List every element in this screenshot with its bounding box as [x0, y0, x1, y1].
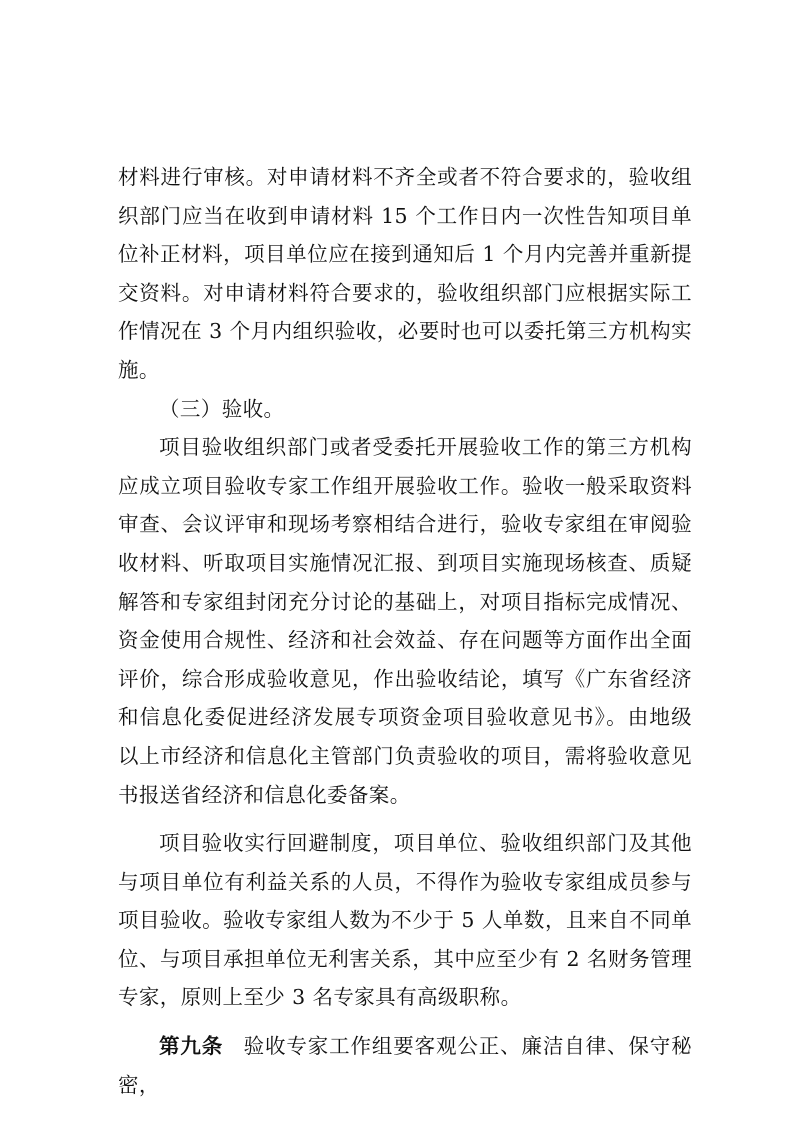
paragraph-gap	[118, 1017, 692, 1027]
paragraph-avoidance-system: 项目验收实行回避制度，项目单位、验收组织部门及其他与项目单位有利益关系的人员，不得作为验收专家组成员参与项目验收。验收专家组人数为不少于 5 人单数，且来自不同单位、与项目承担单位无利害关系，其中应至少有 2 名财务管理专家，原则上至少 3 名专家具有高级职称。	[118, 831, 692, 1010]
paragraph-acceptance: 项目验收组织部门或者受委托开展验收工作的第三方机构应成立项目验收专家工作组开展验收工作。验收一般采取资料审查、会议评审和现场考察相结合进行，验收专家组在审阅验收材料、听取项目实施情况汇报、到项目实施现场核查、质疑解答和专家组封闭充分讨论的基础上，对项目指标完成情况、资金使用合规性、经济和社会效益、存在问题等方面作出全面评价，综合形成验收意见，作出验收结论，填写《广东省经济和信息化委促进经济发展专项资金项目验收意见书》。由地级以上市经济和信息化主管部门负责验收的项目，需将验收意见书报送省经济和信息化委备案。	[118, 435, 692, 807]
paragraph-continuation: 材料进行审核。对申请材料不齐全或者不符合要求的，验收组织部门应当在收到申请材料 15 个工作日内一次性告知项目单位补正材料，项目单位应在接到通知后 1 个月内完善并重新提交资料。对申请材料符合要求的，验收组织部门应根据实际工作情况在 3 个月内组织验收，必要时也可以委托第三方机构实施。	[118, 165, 692, 382]
article-nine	[118, 1027, 692, 1104]
document-page	[118, 158, 692, 1104]
paragraph-gap	[118, 814, 692, 824]
section-heading-acceptance: （三）验收。	[159, 396, 285, 421]
article-label: 第九条	[159, 1034, 224, 1059]
article-text: 验收专家工作组要客观公正、廉洁自律、保守秘密，	[118, 1034, 692, 1097]
